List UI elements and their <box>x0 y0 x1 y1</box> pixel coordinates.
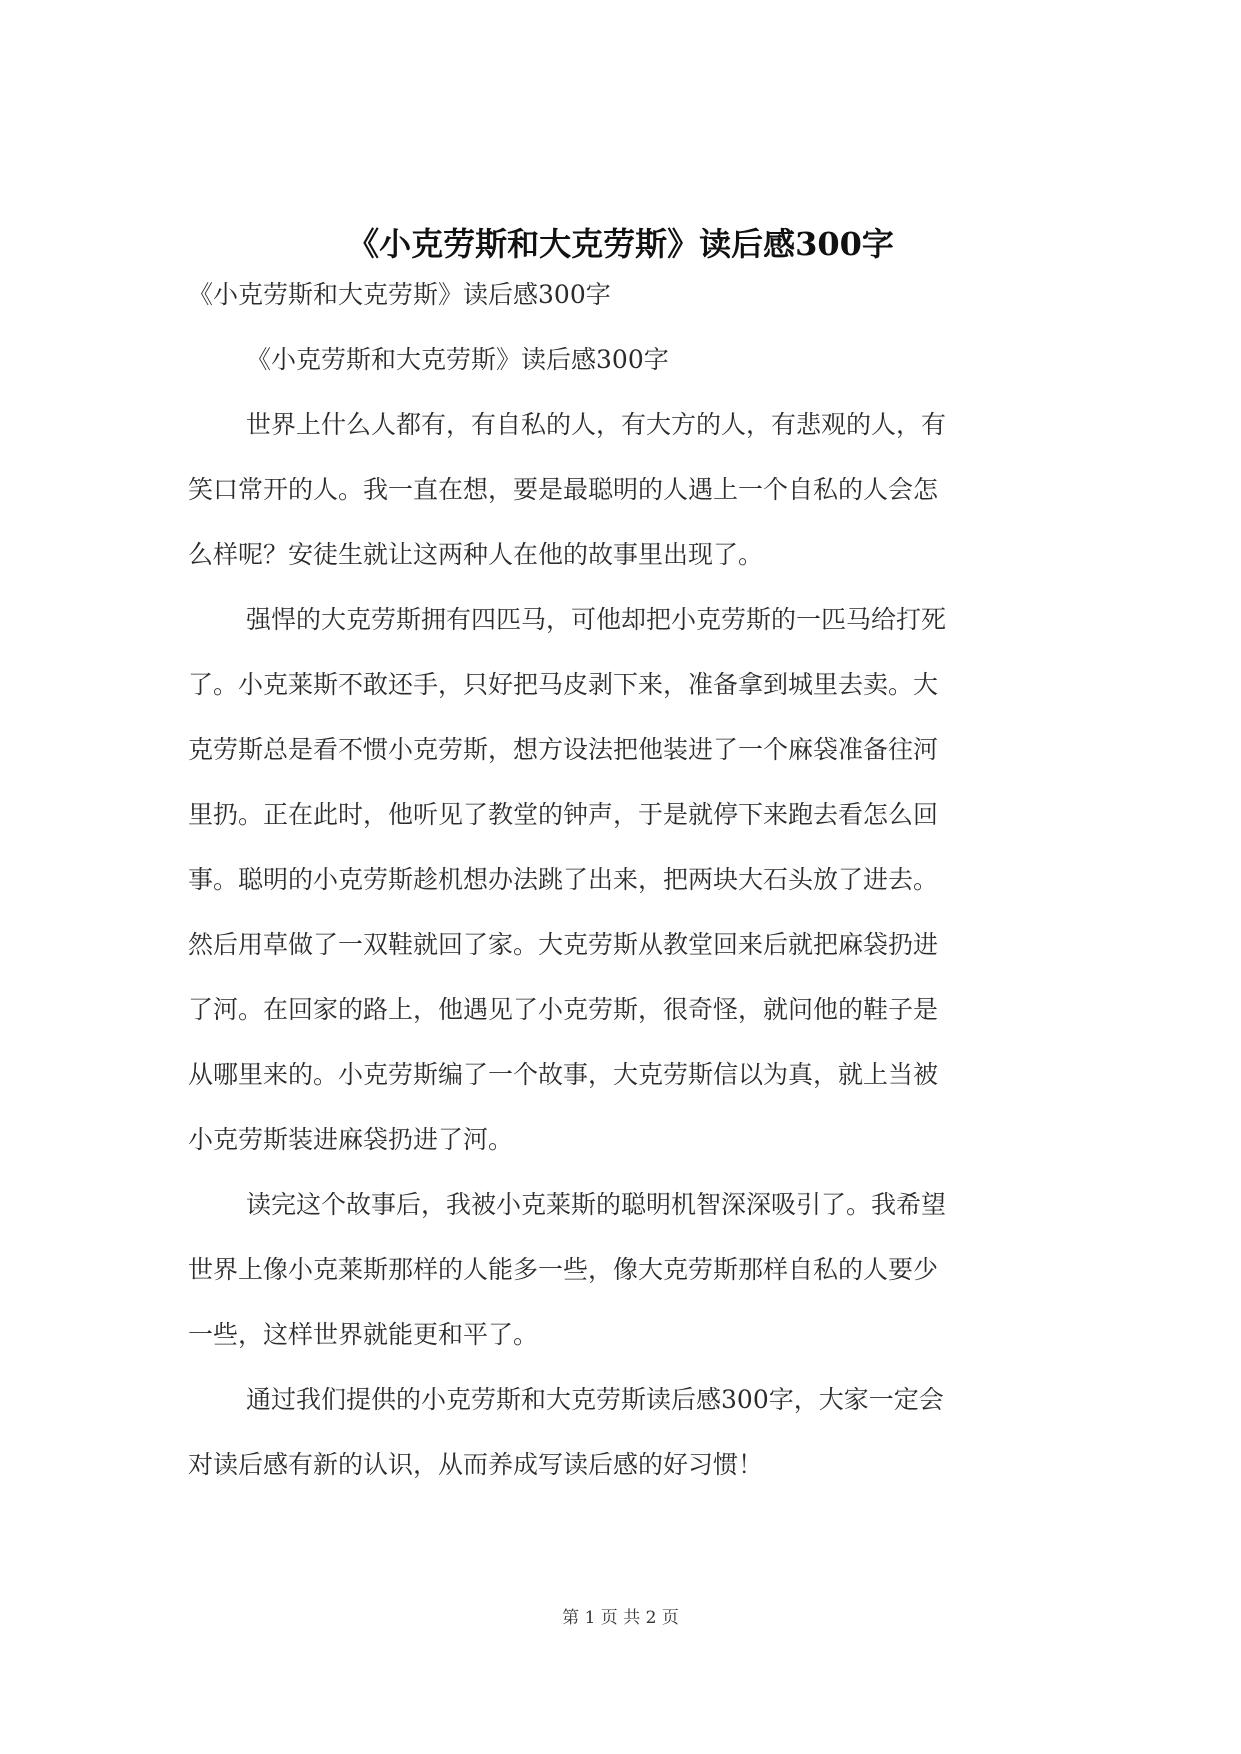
paragraph-line: 里扔。正在此时，他听见了教堂的钟声，于是就停下来跑去看怎么回 <box>188 800 939 829</box>
page-title: 《小克劳斯和大克劳斯》读后感300字 <box>347 225 894 263</box>
page-footer: 第 1 页 共 2 页 <box>562 1608 679 1628</box>
subtitle-indented-text: 《小克劳斯和大克劳斯》读后感300字 <box>246 345 669 374</box>
subtitle-line <box>188 262 1068 327</box>
paragraph-line: 对读后感有新的认识，从而养成写读后感的好习惯！ <box>188 1450 764 1479</box>
paragraph-line: 从哪里来的。小克劳斯编了一个故事，大克劳斯信以为真，就上当被 <box>188 1060 939 1089</box>
paragraph-line: 么样呢？安徒生就让这两种人在他的故事里出现了。 <box>188 540 764 569</box>
paragraph-line: 事。聪明的小克劳斯趁机想办法跳了出来，把两块大石头放了进去。 <box>188 865 939 894</box>
paragraph-line: 强悍的大克劳斯拥有四匹马，可他却把小克劳斯的一匹马给打死 <box>246 605 947 634</box>
paragraph-3 <box>188 1172 1068 1367</box>
paragraph-line: 然后用草做了一双鞋就回了家。大克劳斯从教堂回来后就把麻袋扔进 <box>188 930 939 959</box>
paragraph-line: 一些，这样世界就能更和平了。 <box>188 1320 539 1349</box>
paragraph-line: 了河。在回家的路上，他遇见了小克劳斯，很奇怪，就问他的鞋子是 <box>188 995 939 1024</box>
paragraph-line: 世界上什么人都有，有自私的人，有大方的人，有悲观的人，有 <box>246 410 947 439</box>
paragraph-line: 世界上像小克莱斯那样的人能多一些，像大克劳斯那样自私的人要少 <box>188 1255 939 1284</box>
paragraph-line: 克劳斯总是看不惯小克劳斯，想方设法把他装进了一个麻袋准备往河 <box>188 735 939 764</box>
paragraph-4 <box>188 1367 1068 1497</box>
subtitle-text: 《小克劳斯和大克劳斯》读后感300字 <box>188 280 611 309</box>
subtitle-indented-line <box>188 327 1068 392</box>
paragraph-line: 通过我们提供的小克劳斯和大克劳斯读后感300字，大家一定会 <box>246 1385 944 1414</box>
paragraph-1 <box>188 392 1068 587</box>
paragraph-line: 小克劳斯装进麻袋扔进了河。 <box>188 1125 514 1154</box>
paragraph-2 <box>188 587 1068 1172</box>
paragraph-line: 笑口常开的人。我一直在想，要是最聪明的人遇上一个自私的人会怎 <box>188 475 939 504</box>
paragraph-line: 了。小克莱斯不敢还手，只好把马皮剥下来，准备拿到城里去卖。大 <box>188 670 939 699</box>
paragraph-line: 读完这个故事后，我被小克莱斯的聪明机智深深吸引了。我希望 <box>246 1190 947 1219</box>
